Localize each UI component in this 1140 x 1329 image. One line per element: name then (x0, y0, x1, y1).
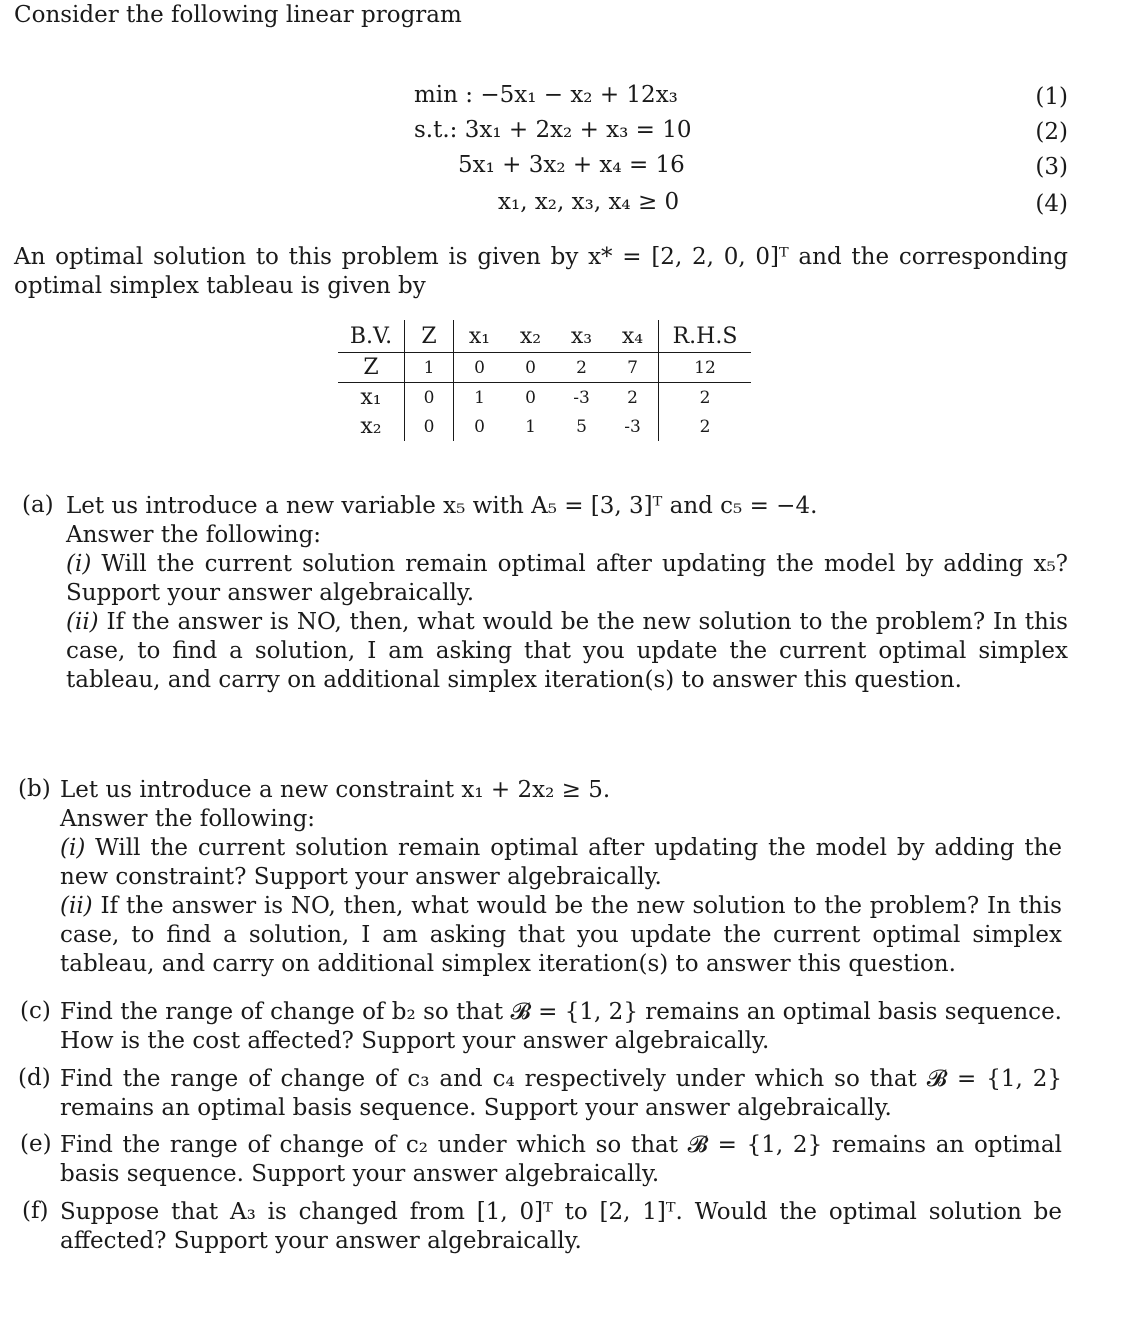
tableau-cell: Z (338, 353, 405, 383)
tableau-cell: 1 (474, 387, 485, 408)
subquestion-tag: (ii) (66, 609, 99, 635)
equation-number: (3) (1035, 154, 1068, 180)
tableau-header-row (338, 320, 751, 353)
part-text: Find the range of change of b₂ so that 𝓑 = {1, 2} remains an optimal basis sequence. How is the cost affected? Support your answer algebraically. (60, 999, 1062, 1054)
subquestion-tag: (i) (66, 551, 92, 577)
subquestion-text: If the answer is NO, then, what would be the new solution to the problem? In this case, to find a solution, I am asking that you update the current optimal simplex tableau, and carry on additional simplex iteration(s) to answer this question. (60, 893, 1062, 977)
tableau-header: x₁ (454, 320, 506, 353)
tableau-header: B.V. (338, 320, 405, 353)
tableau-cell: 2 (607, 383, 659, 413)
part-text: Suppose that A₃ is changed from [1, 0]ᵀ to [2, 1]ᵀ. Would the optimal solution be affected? Support your answer algebraically. (60, 1199, 1062, 1254)
part-label: (d) (18, 1065, 51, 1091)
tableau-header: R.H.S (659, 320, 752, 353)
subquestion-i (66, 550, 1068, 608)
tableau-row (338, 353, 751, 383)
tableau-cell: 2 (699, 387, 711, 408)
lp-constraint-2: 5x₁ + 3x₂ + x₄ = 16 (458, 152, 685, 178)
tableau-cell: -3 (573, 387, 590, 408)
answer-following: Answer the following: (66, 522, 322, 548)
tableau-cell: 0 (405, 412, 454, 441)
tableau-header: Z (405, 320, 454, 353)
tableau-cell: 2 (556, 353, 607, 383)
part-label: (c) (20, 998, 51, 1024)
tableau-cell: 0 (525, 387, 536, 408)
tableau-cell: -3 (607, 412, 659, 441)
equation-number: (2) (1035, 119, 1068, 145)
tableau-cell: 0 (454, 353, 506, 383)
part-a-intro: Let us introduce a new variable x₅ with A₅ = [3, 3]ᵀ and c₅ = −4. (66, 493, 818, 519)
tableau-cell: 7 (607, 353, 659, 383)
lp-objective: min : −5x₁ − x₂ + 12x₃ (414, 82, 678, 108)
lp-constraint-1: s.t.: 3x₁ + 2x₂ + x₃ = 10 (414, 117, 692, 143)
tableau-header: x₃ (556, 320, 607, 353)
subquestion-text: Will the current solution remain optimal after updating the model by adding the new constraint? Support your answer algebraically. (60, 835, 1062, 890)
tableau-cell: 1 (525, 416, 536, 437)
tableau-cell: 1 (405, 353, 454, 383)
answer-following: Answer the following: (60, 806, 316, 832)
equation-number: (4) (1035, 191, 1068, 217)
part-text: Find the range of change of c₃ and c₄ respectively under which so that 𝓑 = {1, 2} remains an optimal basis sequence. Support your answer algebraically. (60, 1066, 1062, 1121)
tableau-cell: 2 (699, 416, 711, 437)
tableau-cell: x₁ (338, 383, 405, 413)
part-label: (e) (20, 1131, 52, 1157)
tableau-header: x₂ (505, 320, 556, 353)
subquestion-tag: (ii) (60, 893, 93, 919)
tableau-cell: x₂ (338, 412, 405, 441)
tableau-cell: 0 (474, 416, 485, 437)
part-body (60, 776, 1062, 979)
tableau-cell: 12 (659, 353, 752, 383)
part-text: Find the range of change of c₂ under which so that 𝓑 = {1, 2} remains an optimal basis sequence. Support your answer algebraically. (60, 1132, 1062, 1187)
part-body (66, 492, 1068, 695)
subquestion-i (60, 834, 1062, 892)
tableau-row (338, 412, 751, 441)
subquestion-ii (60, 892, 1062, 979)
subquestion-ii (66, 608, 1068, 695)
part-label: (b) (18, 776, 51, 802)
subquestion-text: If the answer is NO, then, what would be the new solution to the problem? In this case, to find a solution, I am asking that you update the current optimal simplex tableau, and carry on additional simplex iteration(s) to answer this question. (66, 609, 1068, 693)
equation-number: (1) (1035, 84, 1068, 110)
part-b-intro: Let us introduce a new constraint x₁ + 2x₂ ≥ 5. (60, 777, 611, 803)
solution-statement: An optimal solution to this problem is given by x* = [2, 2, 0, 0]ᵀ and the corresponding optimal simplex tableau is given by (14, 244, 1068, 299)
part-label: (f) (22, 1198, 49, 1224)
tableau-header: x₄ (607, 320, 659, 353)
subquestion-text: Will the current solution remain optimal after updating the model by adding x₅? Support your answer algebraically. (66, 551, 1068, 606)
tableau-cell: 5 (576, 416, 587, 437)
lp-nonnegativity: x₁, x₂, x₃, x₄ ≥ 0 (498, 189, 680, 215)
tableau-cell: 0 (505, 353, 556, 383)
simplex-tableau (338, 320, 751, 441)
tableau-row (338, 383, 751, 413)
tableau-cell: 0 (405, 383, 454, 413)
subquestion-tag: (i) (60, 835, 86, 861)
intro-text: Consider the following linear program (14, 2, 462, 28)
part-label: (a) (22, 492, 54, 518)
